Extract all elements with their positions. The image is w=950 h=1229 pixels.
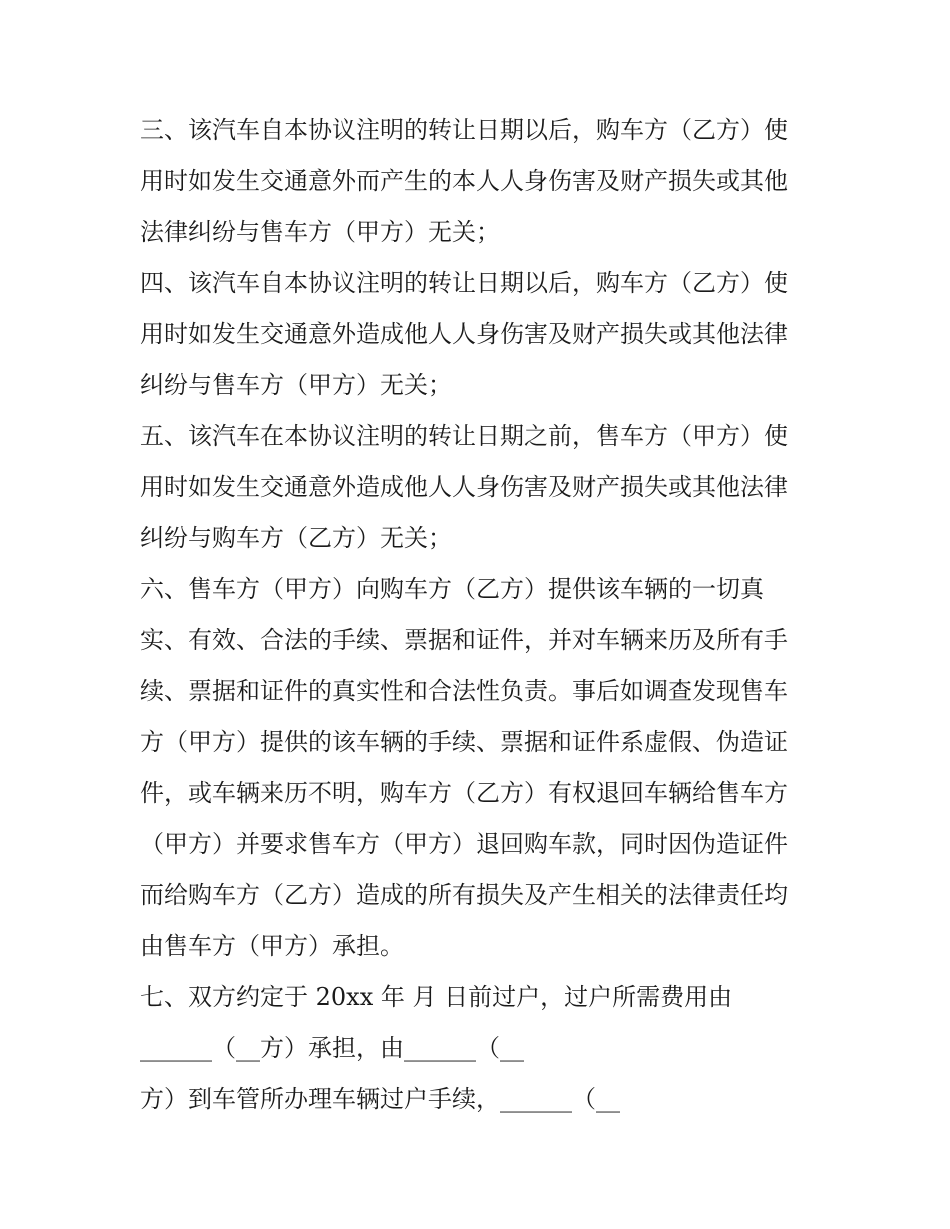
text-line: ______（__方）承担，由______（__ <box>140 1034 524 1062</box>
text-line: 六、售车方（甲方）向购车方（乙方）提供该车辆的一切真 <box>140 575 764 603</box>
text-line: 纠纷与售车方（甲方）无关； <box>140 371 452 399</box>
text-line: 三、该汽车自本协议注明的转让日期以后，购车方（乙方）使 <box>140 116 788 144</box>
text-line: 四、该汽车自本协议注明的转让日期以后，购车方（乙方）使 <box>140 269 788 297</box>
text-line: 而给购车方（乙方）造成的所有损失及产生相关的法律责任均 <box>140 881 788 909</box>
text-line: 由售车方（甲方）承担。 <box>140 932 404 960</box>
text-line: 用时如发生交通意外造成他人人身伤害及财产损失或其他法律 <box>140 473 788 501</box>
document-body <box>140 105 820 1125</box>
text-line: （甲方）并要求售车方（甲方）退回购车款，同时因伪造证件 <box>140 830 788 858</box>
text-line: 用时如发生交通意外造成他人人身伤害及财产损失或其他法律 <box>140 320 788 348</box>
text-line: 实、有效、合法的手续、票据和证件，并对车辆来历及所有手 <box>140 626 788 654</box>
text-line: 五、该汽车在本协议注明的转让日期之前，售车方（甲方）使 <box>140 422 788 450</box>
text-line: 法律纠纷与售车方（甲方）无关； <box>140 218 500 246</box>
text-line: 件，或车辆来历不明，购车方（乙方）有权退回车辆给售车方 <box>140 779 788 807</box>
text-line: 续、票据和证件的真实性和合法性负责。事后如调查发现售车 <box>140 677 788 705</box>
text-line: 纠纷与购车方（乙方）无关； <box>140 524 452 552</box>
text-line: 方（甲方）提供的该车辆的手续、票据和证件系虚假、伪造证 <box>140 728 788 756</box>
text-line: 方）到车管所办理车辆过户手续，______（__ <box>140 1085 620 1113</box>
text-line: 用时如发生交通意外而产生的本人人身伤害及财产损失或其他 <box>140 167 788 195</box>
text-line: 七、双方约定于 20xx 年 月 日前过户，过户所需费用由 <box>140 983 733 1011</box>
